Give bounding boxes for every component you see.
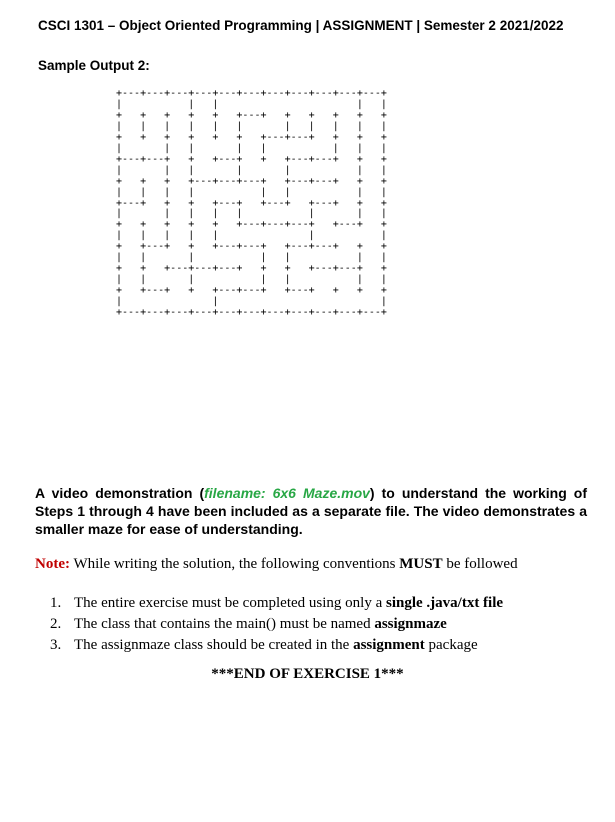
list-number: 2. [50,616,62,632]
maze-output: +---+---+---+---+---+---+---+---+---+---+---+ | | | | | + + + + + +---+ + + + + + | | | | | | | | | | | + + + + + + +---+---+ + + + | | | | | | | | +---+---+ + +---+ + +---+---+ + + | | | | | | | + + + +---+---+---+ +---+---+ + + | | | | | | | | +---+ + + +---+ +---+ +---+ + + | | | | | | | | + + + + + +---+---+---+ +---+ + | | | | | | | + +---+ + +---+---+ +---+---+ + + | | | | | | | + + +---+---+---+ + + +---+---+ + | | | | | | | + +---+ + +---+---+ +---+ + + + | | | +---+---+---+---+---+---+---+---+---+---+---+ [116,88,387,319]
list-bold: assignmaze [374,616,447,632]
note-text-before: While writing the solution, the following conventions [69,556,400,572]
list-number: 1. [50,595,62,611]
paragraph-after: ) to understand the working of Steps 1 through 4 have been included as a separate file. The video demonstrates a smaller maze for ease of understanding. [35,485,588,537]
note-label: Note: [35,556,70,572]
note-line [35,556,518,573]
list-bold: single .java/txt file [385,595,504,611]
video-demo-paragraph [35,484,587,538]
paragraph-before: A video demonstration ( [35,485,205,501]
note-must: MUST [399,556,443,572]
end-of-exercise: ***END OF EXERCISE 1*** [211,666,404,682]
list-item [50,593,503,614]
list-text: The assignmaze class should be created in the [74,637,354,653]
list-number: 3. [50,637,62,653]
conventions-list [50,593,503,656]
list-tail: package [424,637,478,653]
sample-output-heading: Sample Output 2: [38,58,150,73]
list-text: The class that contains the main() must be named [74,616,375,632]
list-item [50,635,503,656]
list-bold: assignment [353,637,425,653]
document-header: CSCI 1301 – Object Oriented Programming | ASSIGNMENT | Semester 2 2021/2022 [38,18,564,33]
list-item [50,614,503,635]
note-text-after: be followed [442,556,518,572]
list-text: The entire exercise must be completed using only a [74,595,386,611]
video-filename: filename: 6x6 Maze.mov [204,485,370,501]
